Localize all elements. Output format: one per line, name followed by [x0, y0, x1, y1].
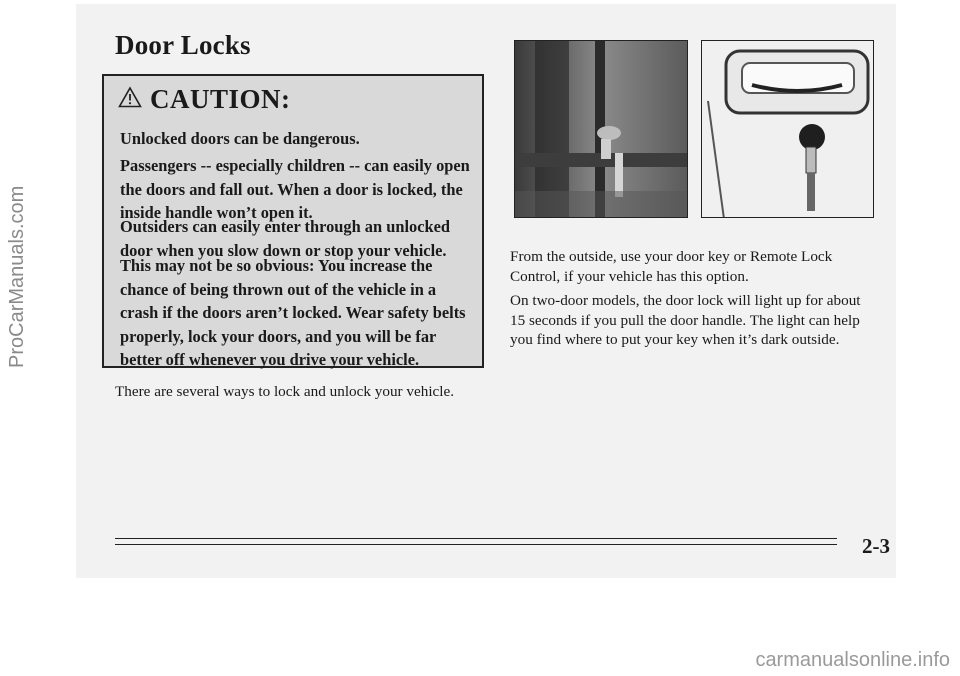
caution-paragraph: This may not be so obvious: You increase the chance of being thrown out of the vehicle in a crash if the doors aren’t locked. Wear safety belts properly, lock your doors, and you will be far better off whenever you drive your vehicle. — [120, 256, 466, 369]
caution-paragraph: Passengers -- especially children -- can easily open the doors and fall out. When a door is locked, the inside handle won’t open it. — [120, 156, 470, 222]
page-number: 2-3 — [862, 534, 890, 558]
caution-header — [118, 84, 291, 115]
caution-paragraph: Unlocked doors can be dangerous. — [120, 129, 360, 148]
warning-triangle-icon — [118, 86, 142, 113]
lock-light-paragraph: On two-door models, the door lock will light up for about 15 seconds if you pull the door handle. The light can help you find where to put your key when it’s dark outside. — [510, 292, 861, 348]
outside-access-paragraph: From the outside, use your door key or Remote Lock Control, if your vehicle has this option. — [510, 248, 833, 285]
side-watermark: ProCarManuals.com — [6, 185, 28, 368]
caution-paragraph: Outsiders can easily enter through an unlocked door when you slow down or stop your vehicle. — [120, 217, 450, 260]
caution-box — [102, 74, 484, 368]
footer-watermark: carmanualsonline.info — [755, 649, 950, 671]
footer-rule — [115, 544, 837, 545]
intro-paragraph: There are several ways to lock and unlock your vehicle. — [115, 383, 455, 400]
page-title: Door Locks — [115, 30, 251, 60]
caution-label: CAUTION: — [150, 84, 291, 114]
photo-exterior-door-key — [701, 40, 874, 218]
photo-inside-door-lock — [514, 40, 688, 218]
footer-rule — [115, 538, 837, 539]
